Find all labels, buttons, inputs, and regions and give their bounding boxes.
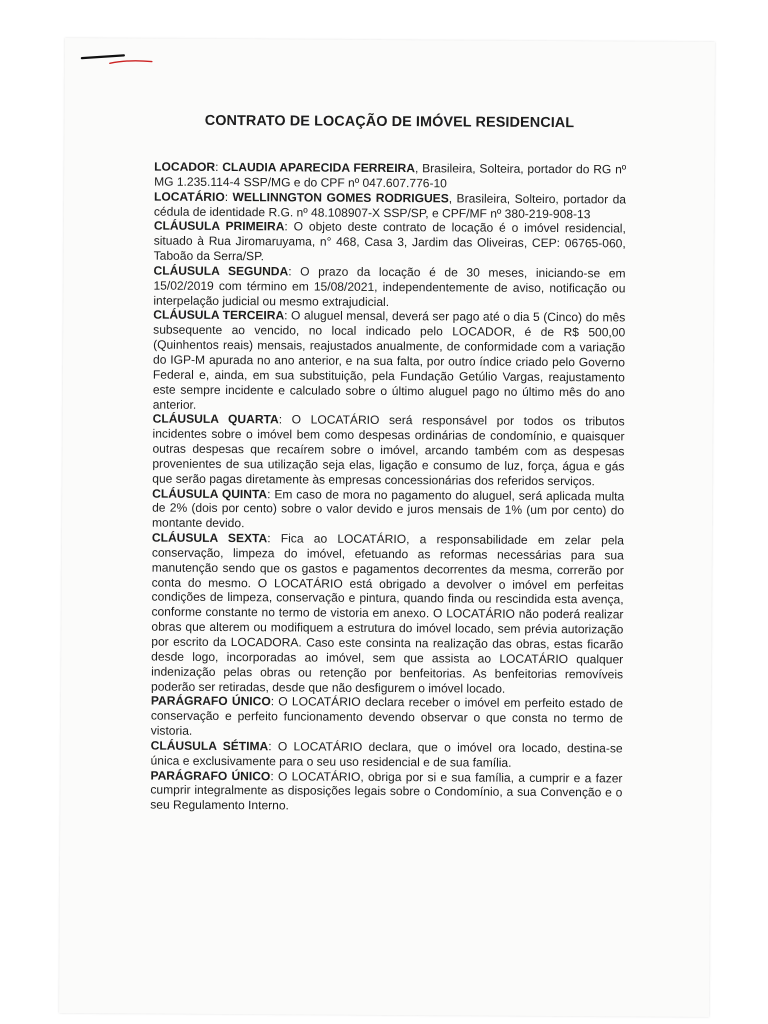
pen-mark-icon [80,46,160,71]
clause-heading: CLÁUSULA QUINTA [152,486,268,501]
clause-heading: CLÁUSULA PRIMEIRA [153,218,285,234]
clause-terceira: CLÁUSULA TERCEIRA: O aluguel mensal, deverá ser pago até o dia 5 (Cinco) do mês subsequente ao vencido, no local indicado pelo LOCADOR, é de R$ 500,00 (Quinhentos reais) mensais, reajustados anualmente, de conformidade com a variação do IGP-M apurada no ano anterior, e na sua falta, por outro índice criado pelo Governo Federal e, ainda, em sua substituição, pela Fundação Getúlio Vargas, reajustamento este sempre incidente e calculado sobre o último aluguel pago no último mês do ano anterior. [152,308,626,412]
clause-text: O aluguel mensal, deverá ser pago até o dia 5 (Cinco) do mês subsequente ao vencido, no local indicado pelo LOCADOR, é de R$ 500,00 (Quinhentos reais) mensais, reajustados anualmente, de conformidade com a variação do IGP-M apurada no ano anterior, e na sua falta, por outro índice criado pelo Governo Federal e, ainda, em sua substituição, pela Fundação Getúlio Vargas, reajustamento este sempre incidente e calculado sobre o último aluguel pago no último mês do ano anterior. [152,308,626,412]
clause-text: O prazo da locação é de 30 meses, iniciando-se em 15/02/2019 com término em 15/08/2021, independentemente de aviso, notificação ou interpelação judicial ou mesmo extrajudicial. [153,264,626,309]
clause-locatario: LOCATÁRIO: WELLINNGTON GOMES RODRIGUES, Brasileira, Solteiro, portador da cédula de identidade R.G. nº 48.108907-X SSP/SP, e CPF/MF nº 380-219-908-13 [153,189,627,221]
clause-quarta: CLÁUSULA QUARTA: O LOCATÁRIO será responsável por todos os tributos incidentes sobre o imóvel bem como despesas ordinárias de condomínio, e quaisquer outras despesas que recaírem sobre o imóvel, arcando também com as despesas provenientes de sua utilização seja elas, ligação e consumo de luz, força, água e gás que serão pagas diretamente às empresas concessionárias dos referidos serviços. [152,411,625,488]
document-page [59,38,715,1017]
clause-quinta: CLÁUSULA QUINTA: Em caso de mora no pagamento do aluguel, será aplicada multa de 2% (dois por cento) sobre o valor devido e juros mensais de 1% (um por cento) do montante devido. [151,486,625,531]
clause-heading: LOCATÁRIO [153,189,225,204]
clause-text: , Brasileira, Solteiro, portador da cédula de identidade R.G. nº 48.108907-X SSP/SP, e CPF/MF nº 380-219-908-13 [153,191,627,221]
clause-text: O LOCATÁRIO, obriga por si e sua família, a cumprir e a fazer cumprir integralmente as disposições legais sobre o Condomínio, a sua Convenção e o seu Regulamento Interno. [150,768,623,813]
clause-heading: CLÁUSULA QUARTA [152,411,279,427]
clause-heading: CLÁUSULA TERCEIRA [153,308,285,323]
clause-text: Em caso de mora no pagamento do aluguel, será aplicada multa de 2% (dois por cento) sobre o valor devido e juros mensais de 1% (um por cento) do montante devido. [151,486,625,531]
clause-heading: LOCADOR [154,159,216,174]
clause-locador: LOCADOR: CLAUDIA APARECIDA FERREIRA, Brasileira, Solteira, portador do RG nº MG 1.235.114-4 SSP/MG e do CPF nº 047.607.776-10 [154,159,627,191]
clause-heading: PARÁGRAFO ÚNICO [150,693,271,709]
party-name: CLAUDIA APARECIDA FERREIRA [222,159,416,176]
clause-text: O objeto deste contrato de locação é o imóvel residencial, situado à Rua Jiromaruyama, n° 468, Casa 3, Jardim das Oliveiras, CEP: 06765-060, Taboão da Serra/SP. [153,219,626,264]
clause-heading: CLÁUSULA SÉTIMA [150,738,269,754]
clause-sexta: CLÁUSULA SEXTA: Fica ao LOCATÁRIO, a responsabilidade em zelar pela conservação, limpeza do imóvel, efetuando as reformas necessárias para sua manutenção sendo que os gastos e pagamentos decorrentes da mesma, correrão por conta do mesmo. O LOCATÁRIO está obrigado a devolver o imóvel em perfeitas condições de limpeza, conservação e pintura, quando finda ou rescindida esta avença, conforme constante no termo de vistoria em anexo. O LOCATÁRIO não poderá realizar obras que alterem ou modifiquem a estrutura do imóvel locado, sem prévia autorização por escrito da LOCADORA. Caso este consinta na realização das obras, estas ficarão desde logo, incorporadas ao imóvel, sem que assista ao LOCATÁRIO qualquer indenização pelas obras ou retenção por benfeitorias. As benfeitorias removíveis poderão ser retiradas, desde que não desfigurem o imóvel locado. [150,530,624,696]
clause-text: Fica ao LOCATÁRIO, a responsabilidade em zelar pela conservação, limpeza do imóvel, efetuando as reformas necessárias para sua manutenção sendo que os gastos e pagamentos decorrentes da mesma, correrão por conta do mesmo. O LOCATÁRIO está obrigado a devolver o imóvel em perfeitas condições de limpeza, conservação e pintura, quando finda ou rescindida esta avença, conforme constante no termo de vistoria em anexo. O LOCATÁRIO não poderá realizar obras que alterem ou modifiquem a estrutura do imóvel locado, sem prévia autorização por escrito da LOCADORA. Caso este consinta na realização das obras, estas ficarão desde logo, incorporadas ao imóvel, sem que assista ao LOCATÁRIO qualquer indenização pelas obras ou retenção por benfeitorias. As benfeitorias removíveis poderão ser retiradas, desde que não desfigurem o imóvel locado. [150,531,624,696]
party-name: WELLINNGTON GOMES RODRIGUES [232,189,449,206]
document-title: CONTRATO DE LOCAÇÃO DE IMÓVEL RESIDENCIAL [204,112,575,132]
contract-body [150,160,626,816]
clause-heading: PARÁGRAFO ÚNICO [150,768,271,783]
clause-text: , Brasileira, Solteira, portador do RG nº MG 1.235.114-4 SSP/MG e do CPF nº 047.607.776-10 [154,161,627,191]
clause-segunda: CLÁUSULA SEGUNDA: O prazo da locação é de 30 meses, iniciando-se em 15/02/2019 com término em 15/08/2021, independentemente de aviso, notificação ou interpelação judicial ou mesmo extrajudicial. [153,263,626,309]
clause-primeira: CLÁUSULA PRIMEIRA: O objeto deste contrato de locação é o imóvel residencial, situado à Rua Jiromaruyama, n° 468, Casa 3, Jardim das Oliveiras, CEP: 06765-060, Taboão da Serra/SP. [153,218,626,264]
clause-text: O LOCATÁRIO será responsável por todos os tributos incidentes sobre o imóvel bem como despesas ordinárias de condomínio, e quaisquer outras despesas que recaírem sobre o imóvel, arcando também com as despesas provenientes de sua utilização seja elas, ligação e consumo de luz, força, água e gás que serão pagas diretamente às empresas concessionárias dos referidos serviços. [152,412,625,488]
clause-heading: CLÁUSULA SEGUNDA [153,263,289,279]
clause-paragrafo-unico-1: PARÁGRAFO ÚNICO: O LOCATÁRIO declara receber o imóvel em perfeito estado de conservação e perfeito funcionamento devendo observar o que consta no termo de vistoria. [150,693,623,738]
clause-paragrafo-unico-2: PARÁGRAFO ÚNICO: O LOCATÁRIO, obriga por si e sua família, a cumprir e a fazer cumprir integralmente as disposições legais sobre o Condomínio, a sua Convenção e o seu Regulamento Interno. [150,768,623,813]
clause-text: O LOCATÁRIO declara, que o imóvel ora locado, destina-se única e exclusivamente para o seu uso residencial e de sua família. [150,739,623,770]
clause-heading: CLÁUSULA SEXTA [151,530,268,546]
clause-setima: CLÁUSULA SÉTIMA: O LOCATÁRIO declara, que o imóvel ora locado, destina-se única e exclusivamente para o seu uso residencial e de sua família. [150,738,623,770]
clause-text: O LOCATÁRIO declara receber o imóvel em perfeito estado de conservação e perfeito funcionamento devendo observar o que consta no termo de vistoria. [150,694,623,738]
